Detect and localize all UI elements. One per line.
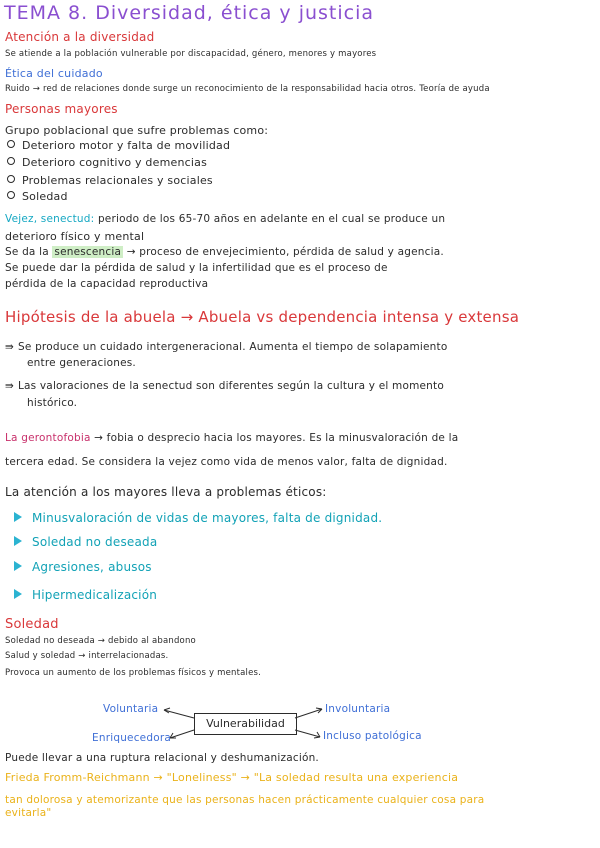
text-abuela-bullet2-cont: histórico.: [27, 397, 78, 409]
diagram-center-label: Vulnerabilidad: [206, 717, 285, 730]
diagram-label-involuntaria: Involuntaria: [325, 703, 391, 715]
text-gerontofobia-line1: La gerontofobia → fobia o desprecio hacia los mayores. Es la minusvaloración de la: [5, 432, 459, 444]
diagram-label-enriquecedora: Enriquecedora: [92, 732, 171, 744]
list-item: Problemas relacionales y sociales: [5, 174, 213, 187]
term-gerontofobia: La gerontofobia: [5, 432, 91, 444]
text-vejez-line5: pérdida de la capacidad reproductiva: [5, 278, 209, 290]
heading-problemas-eticos: La atención a los mayores lleva a problemas éticos:: [5, 485, 327, 499]
heading-hipotesis-abuela: Hipótesis de la abuela → Abuela vs dependencia intensa y extensa: [5, 308, 520, 326]
diagram-label-voluntaria: Voluntaria: [103, 703, 159, 715]
text-quote-line3: evitarla": [5, 807, 52, 819]
list-item: Minusvaloración de vidas de mayores, falta de dignidad.: [14, 511, 382, 525]
list-item: Soledad no deseada: [14, 535, 157, 549]
list-item: Soledad: [5, 190, 68, 203]
bullet-arrow-icon: ⇛: [5, 341, 14, 353]
text-soledad-line1: Soledad no deseada → debido al abandono: [5, 636, 196, 646]
text-vejez-line4: Se puede dar la pérdida de salud y la infertilidad que es el proceso de: [5, 262, 388, 274]
term-senescencia: senescencia: [54, 246, 122, 258]
heading-soledad: Soledad: [5, 617, 59, 632]
page-title: TEMA 8. Diversidad, ética y justicia: [4, 2, 375, 24]
diagram-center-box: [194, 713, 297, 735]
heading-atencion-diversidad: Atención a la diversidad: [5, 30, 155, 44]
text-atencion: Se atiende a la población vulnerable por discapacidad, género, menores y mayores: [5, 49, 377, 59]
text-grupo-poblacional: Grupo poblacional que sufre problemas como:: [5, 124, 269, 137]
text-quote-line2: tan dolorosa y atemorizante que las personas hacen prácticamente cualquier cosa para: [5, 794, 485, 806]
bullet-arrow-icon: ⇛: [5, 380, 14, 392]
text-vejez-line1: Vejez, senectud: periodo de los 65-70 años en adelante en el cual se produce un: [5, 213, 446, 225]
text-etica-cuidado: Ruido → red de relaciones donde surge un reconocimiento de la responsabilidad hacia otros. Teoría de ayuda: [5, 84, 490, 94]
text-soledad-line3: Provoca un aumento de los problemas físicos y mentales.: [5, 668, 262, 678]
list-item: Hipermedicalización: [14, 588, 157, 602]
text-quote-line1: Frieda Fromm-Reichmann → "Loneliness" → "La soledad resulta una experiencia: [5, 771, 459, 784]
list-item: Deterioro cognitivo y demencias: [5, 156, 207, 169]
heading-etica-cuidado: Ética del cuidado: [5, 67, 103, 80]
text-abuela-bullet1-cont: entre generaciones.: [27, 357, 136, 369]
quote-author: Frieda Fromm-Reichmann: [5, 771, 150, 784]
diagram-label-patologica: Incluso patológica: [323, 730, 422, 742]
text-soledad-ruptura: Puede llevar a una ruptura relacional y deshumanización.: [5, 752, 319, 764]
text-vejez-line2: deterioro físico y mental: [5, 230, 145, 243]
text-gerontofobia-line2: tercera edad. Se considera la vejez como vida de menos valor, falta de dignidad.: [5, 456, 448, 468]
heading-personas-mayores: Personas mayores: [5, 102, 118, 116]
text-abuela-bullet2: ⇛ Las valoraciones de la senectud son diferentes según la cultura y el momento: [5, 380, 444, 392]
term-vejez: Vejez, senectud:: [5, 213, 95, 225]
list-item: Deterioro motor y falta de movilidad: [5, 139, 230, 152]
list-item: Agresiones, abusos: [14, 560, 152, 574]
text-vejez-line3: Se da la senescencia → proceso de envejecimiento, pérdida de salud y agencia.: [5, 246, 444, 258]
text-soledad-line2: Salud y soledad → interrelacionadas.: [5, 651, 169, 661]
text-abuela-bullet1: ⇛ Se produce un cuidado intergeneracional. Aumenta el tiempo de solapamiento: [5, 341, 448, 353]
